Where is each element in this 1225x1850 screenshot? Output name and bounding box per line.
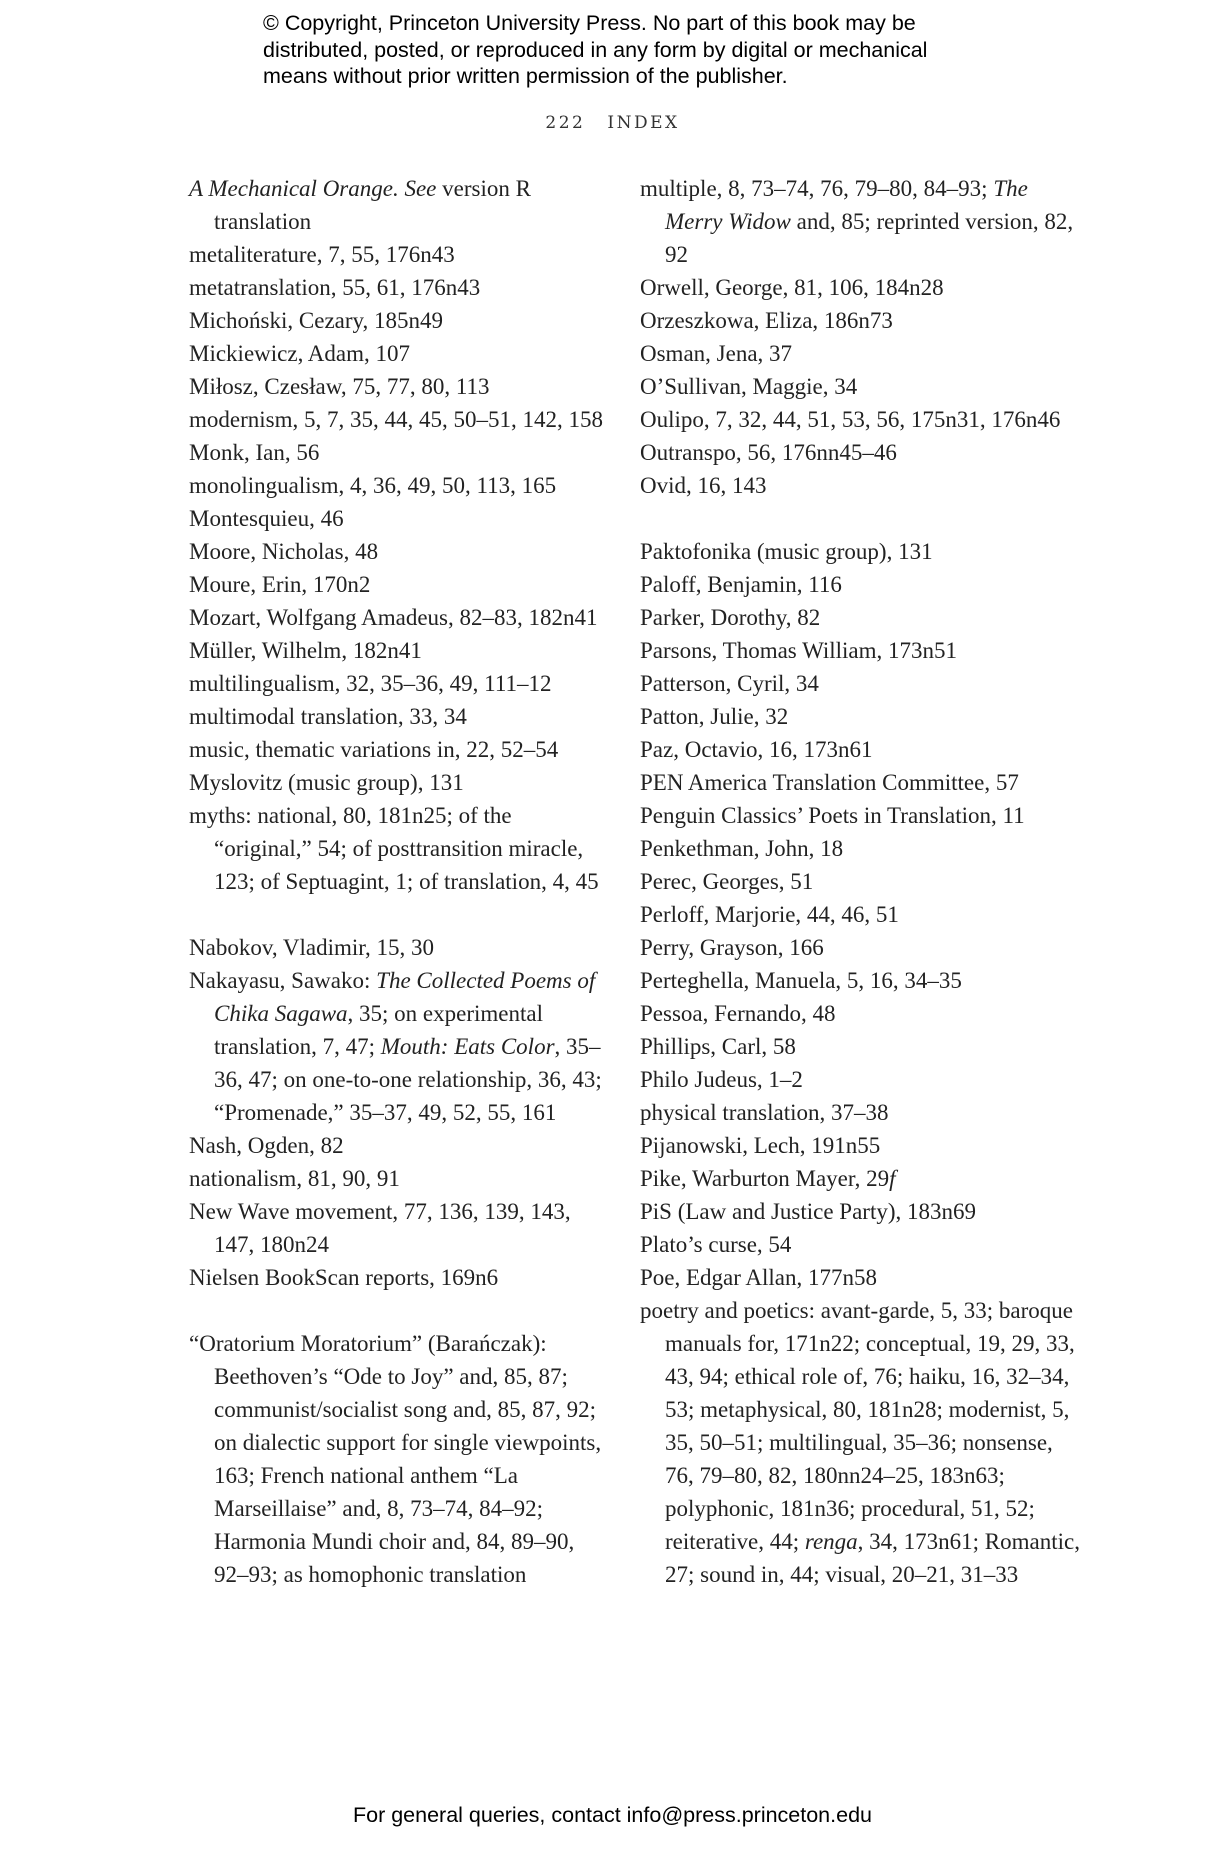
index-column-right bbox=[640, 172, 1080, 1591]
index-entry: New Wave movement, 77, 136, 139, 143, 147, 180n24 bbox=[189, 1199, 571, 1257]
index-entry: nationalism, 81, 90, 91 bbox=[189, 1166, 400, 1191]
index-entry: Outranspo, 56, 176nn45–46 bbox=[640, 440, 897, 465]
section-title: INDEX bbox=[607, 113, 680, 133]
index-entry: Penguin Classics’ Poets in Translation, 11 bbox=[640, 803, 1025, 828]
index-entry: Phillips, Carl, 58 bbox=[640, 1034, 796, 1059]
index-entry: Michoński, Cezary, 185n49 bbox=[189, 308, 444, 333]
index-entry: A Mechanical Orange. See version R translation bbox=[189, 176, 531, 234]
index-entry: Parsons, Thomas William, 173n51 bbox=[640, 638, 958, 663]
index-entry: modernism, 5, 7, 35, 44, 45, 50–51, 142, 158 bbox=[189, 407, 603, 432]
index-entry: Philo Judeus, 1–2 bbox=[640, 1067, 803, 1092]
index-entry: Perloff, Marjorie, 44, 46, 51 bbox=[640, 902, 899, 927]
index-entry: Orwell, George, 81, 106, 184n28 bbox=[640, 275, 944, 300]
index-entry: multilingualism, 32, 35–36, 49, 111–12 bbox=[189, 671, 552, 696]
index-entry: Pike, Warburton Mayer, 29f bbox=[640, 1166, 896, 1191]
index-entry: Pijanowski, Lech, 191n55 bbox=[640, 1133, 881, 1158]
index-entry: Osman, Jena, 37 bbox=[640, 341, 793, 366]
index-entry: Nakayasu, Sawako: The Collected Poems of Chika Sagawa, 35; on experimental translation, 7, 47; Mouth: Eats Color, 35–36, 47; on one-to-one relationship, 36, 43; “Promenade,” 35–37, 49, 52, 55, 161 bbox=[189, 968, 602, 1125]
index-entry: Müller, Wilhelm, 182n41 bbox=[189, 638, 422, 663]
index-entry: multimodal translation, 33, 34 bbox=[189, 704, 467, 729]
index-entry: Parker, Dorothy, 82 bbox=[640, 605, 821, 630]
index-entry: Paloff, Benjamin, 116 bbox=[640, 572, 842, 597]
copyright-notice bbox=[263, 10, 983, 90]
entry-group-gap bbox=[189, 898, 609, 931]
copyright-line: © Copyright, Princeton University Press. No part of this book may be bbox=[263, 11, 916, 35]
index-entry: Perteghella, Manuela, 5, 16, 34–35 bbox=[640, 968, 962, 993]
index-entry: Montesquieu, 46 bbox=[189, 506, 344, 531]
index-entry: Paz, Octavio, 16, 173n61 bbox=[640, 737, 873, 762]
index-entry: Nabokov, Vladimir, 15, 30 bbox=[189, 935, 435, 960]
index-entry: myths: national, 80, 181n25; of the “original,” 54; of posttransition miracle, 123; of Septuagint, 1; of translation, 4, 45 bbox=[189, 803, 599, 894]
index-entry: Moore, Nicholas, 48 bbox=[189, 539, 379, 564]
index-entry: Miłosz, Czesław, 75, 77, 80, 113 bbox=[189, 374, 490, 399]
index-entry: Mickiewicz, Adam, 107 bbox=[189, 341, 411, 366]
index-entry: monolingualism, 4, 36, 49, 50, 113, 165 bbox=[189, 473, 557, 498]
index-entry: Moure, Erin, 170n2 bbox=[189, 572, 371, 597]
index-entry: Orzeszkowa, Eliza, 186n73 bbox=[640, 308, 893, 333]
index-entry: Patton, Julie, 32 bbox=[640, 704, 789, 729]
index-entry: Oulipo, 7, 32, 44, 51, 53, 56, 175n31, 176n46 bbox=[640, 407, 1061, 432]
index-entry: Nielsen BookScan reports, 169n6 bbox=[189, 1265, 499, 1290]
index-entry: metaliterature, 7, 55, 176n43 bbox=[189, 242, 455, 267]
index-entry: Pessoa, Fernando, 48 bbox=[640, 1001, 836, 1026]
index-entry: Plato’s curse, 54 bbox=[640, 1232, 792, 1257]
index-entry: Perec, Georges, 51 bbox=[640, 869, 814, 894]
page-number: 222 bbox=[545, 113, 586, 133]
index-entry: physical translation, 37–38 bbox=[640, 1100, 889, 1125]
copyright-line: distributed, posted, or reproduced in any form by digital or mechanical bbox=[263, 37, 928, 62]
index-column-left bbox=[189, 172, 609, 1591]
index-entry: PiS (Law and Justice Party), 183n69 bbox=[640, 1199, 977, 1224]
footer-contact: For general queries, contact info@press.princeton.edu bbox=[352, 1803, 872, 1827]
index-entry: metatranslation, 55, 61, 176n43 bbox=[189, 275, 481, 300]
index-entry: Monk, Ian, 56 bbox=[189, 440, 320, 465]
index-entry: Patterson, Cyril, 34 bbox=[640, 671, 819, 696]
index-entry: Poe, Edgar Allan, 177n58 bbox=[640, 1265, 877, 1290]
index-entry: Perry, Grayson, 166 bbox=[640, 935, 824, 960]
index-entry: Mozart, Wolfgang Amadeus, 82–83, 182n41 bbox=[189, 605, 598, 630]
index-entry: Penkethman, John, 18 bbox=[640, 836, 844, 861]
running-head bbox=[0, 113, 1225, 133]
index-entry: Ovid, 16, 143 bbox=[640, 473, 767, 498]
index-entry: PEN America Translation Committee, 57 bbox=[640, 770, 1019, 795]
index-entry: poetry and poetics: avant-garde, 5, 33; baroque manuals for, 171n22; conceptual, 19, 29, 33, 43, 94; ethical role of, 76; haiku, 16, 32–34, 53; metaphysical, 80, 181n28; modernist, 5, 35, 50–51; multilingual, 35–36; nonsense, 76, 79–80, 82, 180nn24–25, 183n63; polyphonic, 181n36; procedural, 51, 52; reiterative, 44; renga, 34, 173n61; Romantic, 27; sound in, 44; visual, 20–21, 31–33 bbox=[640, 1298, 1080, 1587]
index-entry: Paktofonika (music group), 131 bbox=[640, 539, 933, 564]
copyright-line: means without prior written permission of the publisher. bbox=[263, 64, 788, 88]
index-entry: “Oratorium Moratorium” (Barańczak): Beethoven’s “Ode to Joy” and, 85, 87; communist/socialist song and, 85, 87, 92; on dialectic support for single viewpoints, 163; French national anthem “La Marseillaise” and, 8, 73–74, 84–92; Harmonia Mundi choir and, 84, 89–90, 92–93; as homophonic translation bbox=[189, 1331, 602, 1587]
index-entry: music, thematic variations in, 22, 52–54 bbox=[189, 737, 559, 762]
index-entry: Nash, Ogden, 82 bbox=[189, 1133, 344, 1158]
index-entry: Myslovitz (music group), 131 bbox=[189, 770, 464, 795]
index-entry: multiple, 8, 73–74, 76, 79–80, 84–93; The Merry Widow and, 85; reprinted version, 82, 92 bbox=[640, 176, 1074, 267]
index-entry: O’Sullivan, Maggie, 34 bbox=[640, 374, 858, 399]
entry-group-gap bbox=[189, 1294, 609, 1327]
entry-group-gap bbox=[640, 502, 1080, 535]
